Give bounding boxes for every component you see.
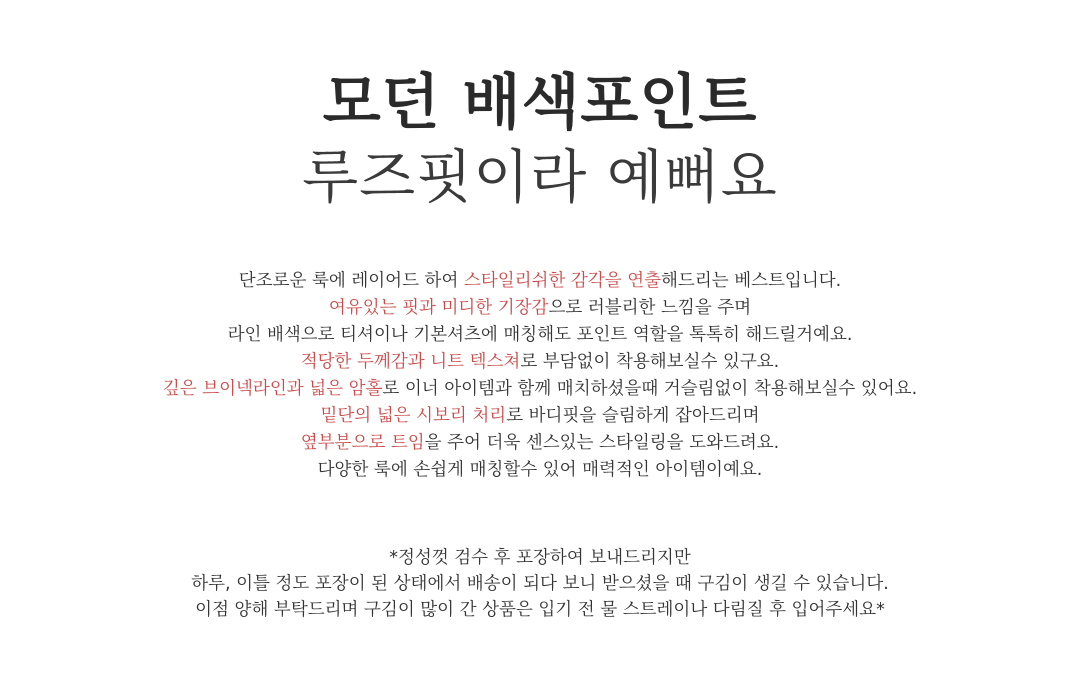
care-note-block	[0, 545, 1080, 623]
highlight-text: 옆부분으로 트임	[300, 433, 425, 453]
highlight-text: 여유있는 핏과 미디한 기장감	[328, 298, 549, 318]
highlight-text: 적당한 두께감과 니트 텍스쳐	[300, 352, 521, 372]
description-line	[0, 322, 1080, 349]
highlight-text: 스타일리쉬한 감각을 연출	[463, 271, 662, 291]
highlight-text: 깊은 브이넥라인과 넓은 암홀	[162, 379, 383, 399]
description-line	[0, 349, 1080, 376]
description-text: 로 이너 아이템과 함께 매치하셨을때 거슬림없이 착용해보실수 있어요.	[382, 379, 918, 399]
title-block	[0, 66, 1080, 214]
title-sub: 루즈핏이라 예뻐요	[302, 143, 778, 211]
description-line	[0, 295, 1080, 322]
care-note-line: 하루, 이틀 정도 포장이 된 상태에서 배송이 되다 보니 받으셨을 때 구김이 생길 수 있습니다.	[191, 574, 889, 594]
care-note-line: 이점 양해 부탁드리며 구김이 많이 간 상품은 입기 전 물 스트레이나 다림질 후 입어주세요*	[195, 600, 885, 620]
description-text: 해드리는 베스트입니다.	[661, 271, 842, 291]
description-line	[0, 457, 1080, 484]
description-text: 다양한 룩에 손쉽게 매칭할수 있어 매력적인 아이템이예요.	[317, 460, 763, 480]
description-block	[0, 268, 1080, 484]
description-text: 라인 배색으로 티셔이나 기본셔츠에 매칭해도 포인트 역할을 톡톡히 해드릴거예요.	[227, 325, 853, 345]
description-line	[0, 403, 1080, 430]
description-text: 으로 러블리한 느낌을 주며	[548, 298, 752, 318]
highlight-text: 밑단의 넓은 시보리 처리	[320, 406, 507, 426]
description-text: 로 바디핏을 슬림하게 잡아드리며	[506, 406, 760, 426]
care-note-line: *정성껏 검수 후 포장하여 보내드리지만	[389, 548, 691, 568]
description-line	[0, 430, 1080, 457]
description-line	[0, 376, 1080, 403]
description-line	[0, 268, 1080, 295]
description-text: 로 부담없이 착용해보실수 있구요.	[520, 352, 780, 372]
description-text: 단조로운 룩에 레이어드 하여	[238, 271, 464, 291]
description-text: 을 주어 더욱 센스있는 스타일링을 도와드려요.	[424, 433, 780, 453]
title-main: 모던 배색포인트	[322, 68, 758, 138]
